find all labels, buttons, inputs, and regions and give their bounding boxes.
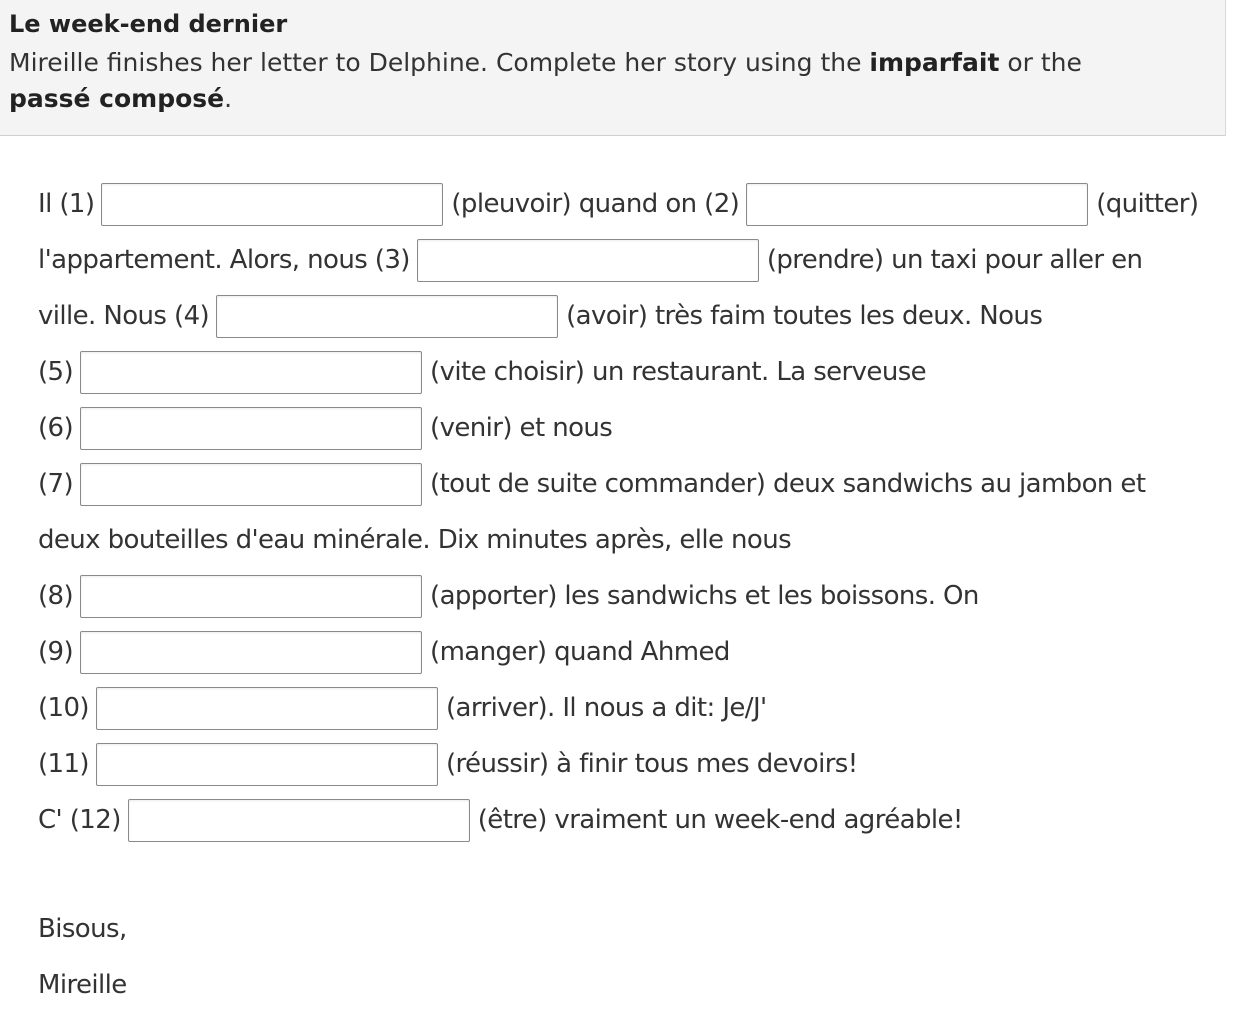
story-text: (vite choisir) un restaurant. La serveuse [430,357,927,387]
answer-input-11[interactable] [96,743,438,786]
story-text: (7) [38,469,74,499]
answer-input-7[interactable] [80,463,422,506]
exercise-title: Le week-end dernier [9,10,288,38]
story-text: (prendre) un taxi pour aller en [766,245,1143,275]
story-text: l'appartement. Alors, nous (3) [38,245,410,275]
instructions-bold-imparfait: imparfait [869,48,1000,77]
answer-input-6[interactable] [80,407,422,450]
story-line-11 [38,741,858,787]
instructions-text: or the [999,48,1082,77]
story-text: (quitter) [1096,189,1199,219]
story-text: (11) [38,749,89,779]
instructions-bold-passe-compose: passé composé [9,84,225,113]
story-line-7 [38,517,791,563]
story-text: (avoir) très faim toutes les deux. Nous [566,301,1043,331]
story-line-4 [38,349,926,395]
story-text: ville. Nous (4) [38,301,210,331]
story-text: (réussir) à finir tous mes devoirs! [445,749,858,779]
story-line-6 [38,461,1145,507]
story-text: (apporter) les sandwichs et les boissons. On [430,581,979,611]
closing-salutation: Bisous, [38,914,127,944]
story-text: C' (12) [38,805,121,835]
story-line-9 [38,629,730,675]
story-line-2 [38,237,1142,283]
story-line-10 [38,685,767,731]
answer-input-9[interactable] [80,631,422,674]
answer-input-4[interactable] [216,295,558,338]
story-text: (10) [38,693,89,723]
answer-input-2[interactable] [746,183,1088,226]
story-text: (être) vraiment un week-end agréable! [477,805,963,835]
answer-input-5[interactable] [80,351,422,394]
answer-input-1[interactable] [101,183,443,226]
story-text: (arriver). Il nous a dit: Je/J' [445,693,767,723]
story-text: Il (1) [38,189,95,219]
answer-input-10[interactable] [96,687,438,730]
story-text: (venir) et nous [430,413,613,443]
story-text: (9) [38,637,74,667]
story-text: (tout de suite commander) deux sandwichs au jambon et [430,469,1146,499]
answer-input-12[interactable] [128,799,470,842]
story-line-1 [38,181,1198,227]
answer-input-3[interactable] [417,239,759,282]
instructions-text: Mireille finishes her letter to Delphine. Complete her story using the [9,48,870,77]
answer-input-8[interactable] [80,575,422,618]
story-text: (8) [38,581,74,611]
closing-name: Mireille [38,970,127,1000]
instructions-text: . [224,84,233,113]
story-line-5 [38,405,612,451]
story-text: (pleuvoir) quand on (2) [451,189,740,219]
story-line-3 [38,293,1042,339]
story-text: (manger) quand Ahmed [430,637,730,667]
story-line-12 [38,797,963,843]
story-line-8 [38,573,979,619]
story-text: (6) [38,413,74,443]
story-text: deux bouteilles d'eau minérale. Dix minutes après, elle nous [38,525,792,555]
story-text: (5) [38,357,74,387]
